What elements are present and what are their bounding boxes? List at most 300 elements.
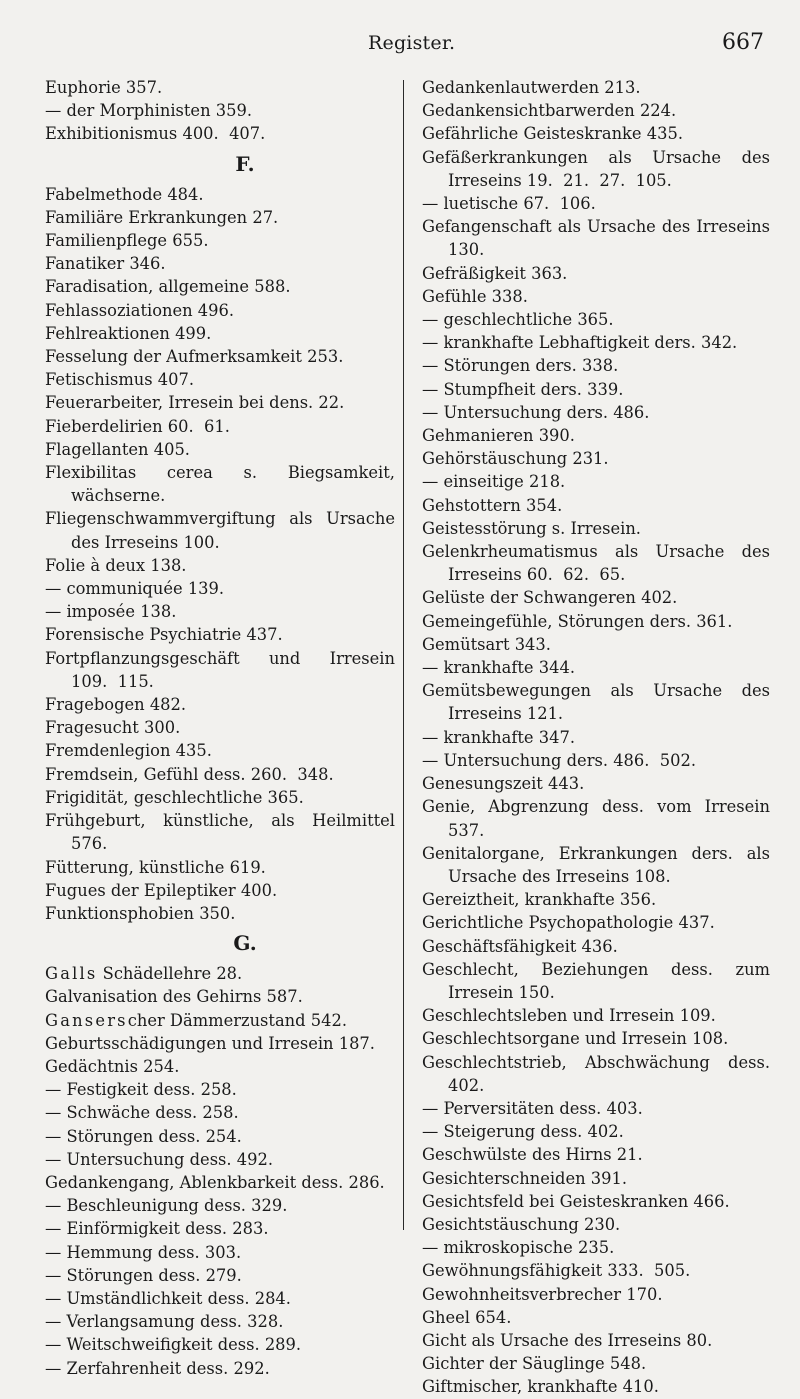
- entry-page-refs: 437.: [678, 913, 715, 933]
- entry-page-refs: 150.: [518, 982, 555, 1002]
- entry-page-refs: 486.: [613, 402, 650, 422]
- entry-term: — Beschleunigung dess.: [45, 1196, 246, 1216]
- index-entry: [45, 1217, 395, 1240]
- entry-term: — krankhafte: [422, 658, 534, 678]
- entry-page-refs: 391.: [590, 1168, 628, 1188]
- entry-term: Geschlechtstrieb, Abschwächung dess.: [422, 1052, 770, 1072]
- entry-page-refs: 27.: [252, 207, 279, 227]
- index-entry: [45, 786, 395, 809]
- index-entry: [45, 438, 395, 461]
- index-entry: [422, 1329, 770, 1352]
- index-entry: [422, 1236, 770, 1259]
- entry-page-refs: 258.: [200, 1080, 237, 1100]
- page-header: [0, 28, 800, 58]
- index-entry: [45, 1264, 395, 1287]
- entry-term: Gemeingefühle, Störungen ders.: [422, 611, 691, 631]
- entry-page-refs: 235.: [578, 1238, 615, 1258]
- entry-term: — Einförmigkeit dess.: [45, 1219, 228, 1239]
- index-entry: [422, 911, 770, 934]
- entry-term: — Untersuchung dess.: [45, 1149, 232, 1169]
- index-entry: [45, 275, 395, 298]
- entry-page-refs: 403.: [606, 1098, 643, 1118]
- index-entry: [45, 1055, 395, 1078]
- index-entry: [45, 299, 395, 322]
- entry-page-refs: 60. 62. 65.: [526, 565, 626, 585]
- entry-term: — Störungen dess.: [45, 1126, 201, 1146]
- entry-page-refs: 254.: [205, 1126, 242, 1146]
- entry-page-refs: 354.: [526, 495, 563, 515]
- entry-page-refs: 342.: [700, 333, 738, 353]
- right-column: [422, 76, 770, 1399]
- entry-term: Geschäftsfähigkeit: [422, 936, 577, 956]
- index-entry: [422, 1097, 770, 1120]
- entry-term: Gefräßigkeit: [422, 263, 526, 283]
- entry-term: Familienpflege: [45, 231, 168, 251]
- entry-term: Gheel: [422, 1307, 470, 1327]
- entry-term: Gerichtliche Psychopathologie: [422, 913, 674, 933]
- index-entry: [422, 192, 770, 215]
- index-entry: [45, 122, 395, 145]
- entry-page-refs: 402.: [641, 588, 678, 608]
- running-head: Register.: [368, 32, 456, 54]
- index-entry: [422, 1213, 770, 1236]
- entry-term: — imposée: [45, 602, 135, 622]
- entry-term-rest: Schädellehre: [97, 964, 212, 984]
- entry-term: Frühgeburt, künstliche, als Heilmittel: [45, 811, 395, 831]
- entry-term: Gesichtsfeld bei Geisteskranken: [422, 1191, 689, 1211]
- index-entry: [422, 1352, 770, 1375]
- entry-term: — Stumpfheit ders.: [422, 379, 582, 399]
- index-entry: [45, 1101, 395, 1124]
- entry-page-refs: 588.: [254, 277, 291, 297]
- entry-term: — communiquée: [45, 579, 183, 599]
- entry-page-refs: 435.: [175, 741, 212, 761]
- entry-term: — Schwäche dess.: [45, 1103, 198, 1123]
- entry-term: — mikroskopische: [422, 1238, 573, 1258]
- entry-page-refs: 542.: [310, 1010, 348, 1030]
- entry-page-refs: 484.: [167, 184, 204, 204]
- entry-term: Gelenkrheumatismus als Ursache des Irreseins: [422, 542, 770, 585]
- index-entry: [422, 958, 770, 1004]
- index-entry: [45, 76, 395, 99]
- entry-term: Gefäßerkrankungen als Ursache des Irreseins: [422, 147, 770, 190]
- index-entry: [422, 1167, 770, 1190]
- entry-page-refs: 283.: [232, 1219, 269, 1239]
- index-entry: [45, 1287, 395, 1310]
- entry-page-refs: 138.: [140, 602, 177, 622]
- entry-page-refs: 443.: [548, 774, 585, 794]
- index-entry: [422, 470, 770, 493]
- index-entry: [422, 1259, 770, 1282]
- entry-term: Genie, Abgrenzung dess. vom Irresein: [422, 797, 770, 817]
- entry-page-refs: 28.: [216, 964, 243, 984]
- entry-term: Funktionsphobien: [45, 903, 194, 923]
- entry-page-refs: 410.: [622, 1377, 659, 1397]
- index-entry: [45, 1078, 395, 1101]
- entry-term: Fieberdelirien: [45, 416, 163, 436]
- index-entry: [422, 1051, 770, 1097]
- entry-page-refs: 21.: [616, 1145, 643, 1165]
- entry-term: — Störungen ders.: [422, 356, 577, 376]
- entry-term: — Perversitäten dess.: [422, 1098, 602, 1118]
- entry-page-refs: 492.: [236, 1149, 274, 1169]
- entry-term: Gesichtstäuschung: [422, 1214, 579, 1234]
- entry-page-refs: 286.: [348, 1172, 385, 1192]
- entry-page-refs: 365.: [267, 787, 304, 807]
- entry-page-refs: 300.: [144, 718, 181, 738]
- entry-page-refs: 19. 21. 27. 105.: [526, 170, 672, 190]
- index-entry: [45, 1148, 395, 1171]
- entry-page-refs: 499.: [175, 323, 212, 343]
- entry-page-refs: 400. 407.: [182, 124, 266, 144]
- entry-page-refs: 139.: [187, 579, 225, 599]
- index-entry: [45, 623, 395, 646]
- entry-term: Gehmanieren: [422, 426, 534, 446]
- entry-term: Gefährliche Geisteskranke: [422, 124, 642, 144]
- index-entry: [45, 391, 395, 414]
- index-entry: [45, 1310, 395, 1333]
- index-entry: [422, 842, 770, 888]
- section-heading-f: F.: [235, 151, 255, 176]
- entry-page-refs: 170.: [626, 1284, 663, 1304]
- entry-term: Fugues der Epileptiker: [45, 880, 236, 900]
- entry-page-refs: 402.: [448, 1075, 485, 1095]
- index-entry: [422, 76, 770, 99]
- index-entry: [45, 99, 395, 122]
- entry-page-refs: 289.: [264, 1335, 302, 1355]
- index-entry: [45, 507, 395, 553]
- entry-term: Gereiztheit, krankhafte: [422, 890, 615, 910]
- entry-page-refs: 654.: [475, 1307, 512, 1327]
- entry-term: Fragesucht: [45, 718, 139, 738]
- entry-page-refs: 138.: [150, 555, 187, 575]
- entry-page-refs: 60. 61.: [167, 416, 230, 436]
- entry-page-refs: 22.: [318, 393, 345, 413]
- entry-page-refs: 329.: [251, 1196, 288, 1216]
- entry-page-refs: 548.: [609, 1354, 647, 1374]
- entry-page-refs: 466.: [693, 1191, 730, 1211]
- index-entry: [45, 600, 395, 623]
- index-entry: [45, 856, 395, 879]
- entry-page-refs: 121.: [526, 704, 564, 724]
- index-entry: [422, 146, 770, 192]
- index-entry: [45, 809, 395, 855]
- entry-term: Geschlechtsleben und Irresein: [422, 1006, 675, 1026]
- index-entry: [422, 1120, 770, 1143]
- index-entry: [422, 1306, 770, 1329]
- index-entry: [422, 354, 770, 377]
- entry-term: Fetischismus: [45, 370, 153, 390]
- index-entry: [422, 378, 770, 401]
- entry-page-refs: 587.: [266, 987, 303, 1007]
- entry-page-refs: 328.: [247, 1312, 284, 1332]
- index-entry: [45, 415, 395, 438]
- entry-page-refs: 258.: [202, 1103, 239, 1123]
- entry-term: Genesungszeit: [422, 774, 543, 794]
- entry-term: Geschwülste des Hirns: [422, 1145, 612, 1165]
- entry-page-refs: 254.: [143, 1056, 180, 1076]
- entry-term: — Hemmung dess.: [45, 1242, 200, 1262]
- index-entry: [45, 739, 395, 762]
- index-entry: [45, 577, 395, 600]
- entry-page-refs: 576.: [71, 834, 108, 854]
- entry-page-refs: 405.: [153, 439, 190, 459]
- index-entry: [422, 424, 770, 447]
- entry-term: Genitalorgane, Erkrankungen ders. als Ursache des Irreseins: [422, 843, 770, 886]
- entry-page-refs: 350.: [199, 903, 236, 923]
- entry-term: Folie à deux: [45, 555, 146, 575]
- entry-term: Geschlecht, Beziehungen dess. zum Irresein: [422, 959, 770, 1002]
- entry-term: Gedächtnis: [45, 1056, 138, 1076]
- entry-page-refs: 130.: [448, 240, 485, 260]
- entry-page-refs: 343.: [514, 634, 551, 654]
- index-entry: [45, 206, 395, 229]
- index-entry: [45, 647, 395, 693]
- entry-term: Galls: [45, 964, 98, 984]
- entry-term: Geistesstörung s. Irresein.: [422, 518, 641, 538]
- index-entry: [422, 99, 770, 122]
- index-entry: [45, 554, 395, 577]
- index-entry: [422, 494, 770, 517]
- entry-term: Gesichterschneiden: [422, 1168, 586, 1188]
- index-entry: [422, 1143, 770, 1166]
- entry-page-refs: 390.: [538, 426, 575, 446]
- entry-term: — luetische: [422, 194, 519, 214]
- entry-term: Gelüste der Schwangeren: [422, 588, 636, 608]
- index-entry: [45, 461, 395, 507]
- entry-term: Exhibitionismus: [45, 124, 178, 144]
- entry-page-refs: 230.: [583, 1214, 621, 1234]
- entry-page-refs: 357.: [125, 78, 163, 97]
- index-entry: [45, 322, 395, 345]
- entry-term: — Zerfahrenheit dess.: [45, 1358, 229, 1378]
- entry-page-refs: 339.: [587, 379, 624, 399]
- index-entry: [422, 308, 770, 331]
- entry-page-refs: 437.: [246, 625, 283, 645]
- entry-page-refs: 363.: [531, 263, 568, 283]
- index-entry: [422, 401, 770, 424]
- entry-term: — Verlangsamung dess.: [45, 1312, 242, 1332]
- entry-term: — Störungen dess.: [45, 1265, 201, 1285]
- entry-term: Gehörstäuschung: [422, 449, 568, 469]
- entry-page-refs: 100.: [183, 532, 220, 552]
- index-entry: [422, 679, 770, 725]
- column-divider: [403, 80, 404, 1230]
- entry-term: — krankhafte Lebhaftigkeit ders.: [422, 333, 696, 353]
- index-entry: [422, 935, 770, 958]
- entry-term: Flexibilitas cerea s. Biegsamkeit, wächserne.: [45, 463, 395, 506]
- index-entry: [45, 693, 395, 716]
- entry-term: — Untersuchung ders.: [422, 402, 609, 422]
- entry-page-refs: 213.: [604, 78, 641, 97]
- entry-term: Fehlassoziationen: [45, 300, 193, 320]
- entry-term: — Umständlichkeit dess.: [45, 1288, 250, 1308]
- entry-term-rest: cher Dämmerzustand: [127, 1010, 306, 1030]
- entry-term: Fabelmethode: [45, 184, 163, 204]
- entry-term: Fliegenschwammvergiftung als Ursache des Irreseins: [45, 509, 395, 552]
- entry-page-refs: 537.: [448, 820, 485, 840]
- entry-term: Giftmischer, krankhafte: [422, 1377, 618, 1397]
- entry-term: Gemütsbewegungen als Ursache des Irreseins: [422, 681, 770, 724]
- entry-page-refs: 108.: [634, 866, 671, 886]
- entry-page-refs: 361.: [696, 611, 733, 631]
- index-entry: [45, 1032, 395, 1055]
- entry-term: Gedankenlautwerden: [422, 78, 600, 97]
- entry-term: Fanatiker: [45, 254, 125, 274]
- entry-term: Fremdenlegion: [45, 741, 171, 761]
- entry-term: Feuerarbeiter, Irresein bei dens.: [45, 393, 314, 413]
- entry-term: Gicht als Ursache des Irreseins: [422, 1330, 682, 1350]
- entry-term: Gichter der Säuglinge: [422, 1354, 605, 1374]
- index-entry: [422, 517, 770, 540]
- entry-page-refs: 436.: [581, 936, 618, 956]
- entry-page-refs: 231.: [572, 449, 609, 469]
- index-entry: [422, 795, 770, 841]
- entry-page-refs: 303.: [204, 1242, 242, 1262]
- entry-page-refs: 108.: [692, 1029, 729, 1049]
- entry-page-refs: 486. 502.: [613, 750, 697, 770]
- entry-term: Geburtsschädigungen und Irresein: [45, 1033, 334, 1053]
- entry-page-refs: 356.: [619, 890, 657, 910]
- index-entry: [422, 215, 770, 261]
- page-number: 667: [722, 30, 764, 55]
- index-entry: [45, 985, 395, 1008]
- index-entry: [422, 633, 770, 656]
- entry-page-refs: 292.: [233, 1358, 270, 1378]
- entry-page-refs: 496.: [197, 300, 235, 320]
- entry-page-refs: 218.: [528, 472, 566, 492]
- index-entry: [45, 763, 395, 786]
- index-entry: [422, 285, 770, 308]
- entry-term: — geschlechtliche: [422, 310, 573, 330]
- index-entry: [45, 229, 395, 252]
- entry-term: — der Morphinisten: [45, 101, 211, 121]
- entry-page-refs: 80.: [686, 1330, 713, 1350]
- index-entry: [45, 1125, 395, 1148]
- entry-term: — Steigerung dess.: [422, 1122, 583, 1142]
- index-entry: [45, 879, 395, 902]
- entry-page-refs: 407.: [157, 370, 195, 390]
- entry-term: Euphorie: [45, 78, 121, 97]
- index-entry: [422, 1004, 770, 1027]
- entry-term: Frigidität, geschlechtliche: [45, 787, 263, 807]
- entry-term: — einseitige: [422, 472, 524, 492]
- entry-page-refs: 253.: [307, 347, 344, 367]
- index-entry: [45, 1241, 395, 1264]
- index-entry: [45, 1333, 395, 1356]
- entry-page-refs: 333. 505.: [607, 1261, 691, 1281]
- entry-page-refs: 187.: [338, 1033, 375, 1053]
- entry-term: Familiäre Erkrankungen: [45, 207, 248, 227]
- entry-page-refs: 279.: [205, 1265, 242, 1285]
- entry-page-refs: 338.: [491, 286, 528, 306]
- index-entry: [422, 122, 770, 145]
- entry-page-refs: 655.: [172, 231, 209, 251]
- entry-term: — krankhafte: [422, 727, 534, 747]
- entry-page-refs: 347.: [538, 727, 576, 747]
- index-entry: [45, 252, 395, 275]
- entry-page-refs: 109. 115.: [71, 671, 154, 691]
- left-column: [45, 76, 395, 1380]
- index-entry: [422, 656, 770, 679]
- entry-term: Gehstottern: [422, 495, 521, 515]
- index-entry: [422, 540, 770, 586]
- entry-term: Fremdsein, Gefühl dess.: [45, 764, 246, 784]
- index-entry: [45, 902, 395, 925]
- index-entry: [45, 1194, 395, 1217]
- entry-term: Gefangenschaft als Ursache des Irreseins: [422, 217, 770, 237]
- index-entry: [45, 1009, 395, 1032]
- entry-term: Fehlreaktionen: [45, 323, 170, 343]
- entry-page-refs: 365.: [577, 310, 614, 330]
- entry-page-refs: 344.: [538, 658, 576, 678]
- entry-page-refs: 284.: [254, 1288, 291, 1308]
- entry-term: Fütterung, künstliche: [45, 857, 225, 877]
- entry-term: Gewohnheitsverbrecher: [422, 1284, 622, 1304]
- entry-term: Forensische Psychiatrie: [45, 625, 242, 645]
- section-heading-g: G.: [233, 931, 257, 956]
- entry-term: Gemütsart: [422, 634, 510, 654]
- index-entry: [45, 345, 395, 368]
- index-entry: [422, 749, 770, 772]
- entry-page-refs: 338.: [582, 356, 619, 376]
- index-entry: [422, 262, 770, 285]
- index-entry: [422, 726, 770, 749]
- entry-term: Fortpflanzungsgeschäft und Irresein: [45, 648, 395, 668]
- entry-term: Fragebogen: [45, 695, 145, 715]
- index-entry: [45, 716, 395, 739]
- entry-term: Gewöhnungsfähigkeit: [422, 1261, 603, 1281]
- entry-page-refs: 346.: [129, 254, 166, 274]
- index-entry: [422, 331, 770, 354]
- entry-term: Fesselung der Aufmerksamkeit: [45, 347, 302, 367]
- entry-term: Flagellanten: [45, 439, 149, 459]
- index-entry: [45, 183, 395, 206]
- index-entry: [45, 1357, 395, 1380]
- entry-term: Gedankengang, Ablenkbarkeit dess.: [45, 1172, 344, 1192]
- entry-page-refs: 482.: [149, 695, 187, 715]
- entry-page-refs: 260. 348.: [250, 764, 334, 784]
- entry-term: Geschlechtsorgane und Irresein: [422, 1029, 687, 1049]
- entry-term: Gefühle: [422, 286, 487, 306]
- index-entry: [422, 1190, 770, 1213]
- index-entry: [422, 1027, 770, 1050]
- entry-term: Faradisation, allgemeine: [45, 277, 250, 297]
- entry-page-refs: 359.: [215, 101, 253, 121]
- entry-term: Galvanisation des Gehirns: [45, 987, 262, 1007]
- entry-term: Gedankensichtbarwerden: [422, 101, 635, 121]
- entry-page-refs: 400.: [240, 880, 278, 900]
- index-entry: [422, 586, 770, 609]
- index-entry: [422, 447, 770, 470]
- index-entry: [422, 1283, 770, 1306]
- entry-term: Gansers: [45, 1010, 128, 1030]
- entry-page-refs: 109.: [679, 1006, 716, 1026]
- entry-page-refs: 67. 106.: [523, 194, 596, 214]
- index-entry: [422, 610, 770, 633]
- index-entry: [422, 772, 770, 795]
- index-entry: [45, 962, 395, 985]
- entry-page-refs: 224.: [639, 101, 677, 121]
- index-entry: [422, 1375, 770, 1398]
- entry-page-refs: 402.: [587, 1122, 624, 1142]
- entry-page-refs: 619.: [229, 857, 266, 877]
- index-entry: [422, 888, 770, 911]
- entry-term: — Untersuchung ders.: [422, 750, 609, 770]
- entry-term: — Weitschweifigkeit dess.: [45, 1335, 260, 1355]
- index-entry: [45, 1171, 395, 1194]
- entry-term: — Festigkeit dess.: [45, 1080, 196, 1100]
